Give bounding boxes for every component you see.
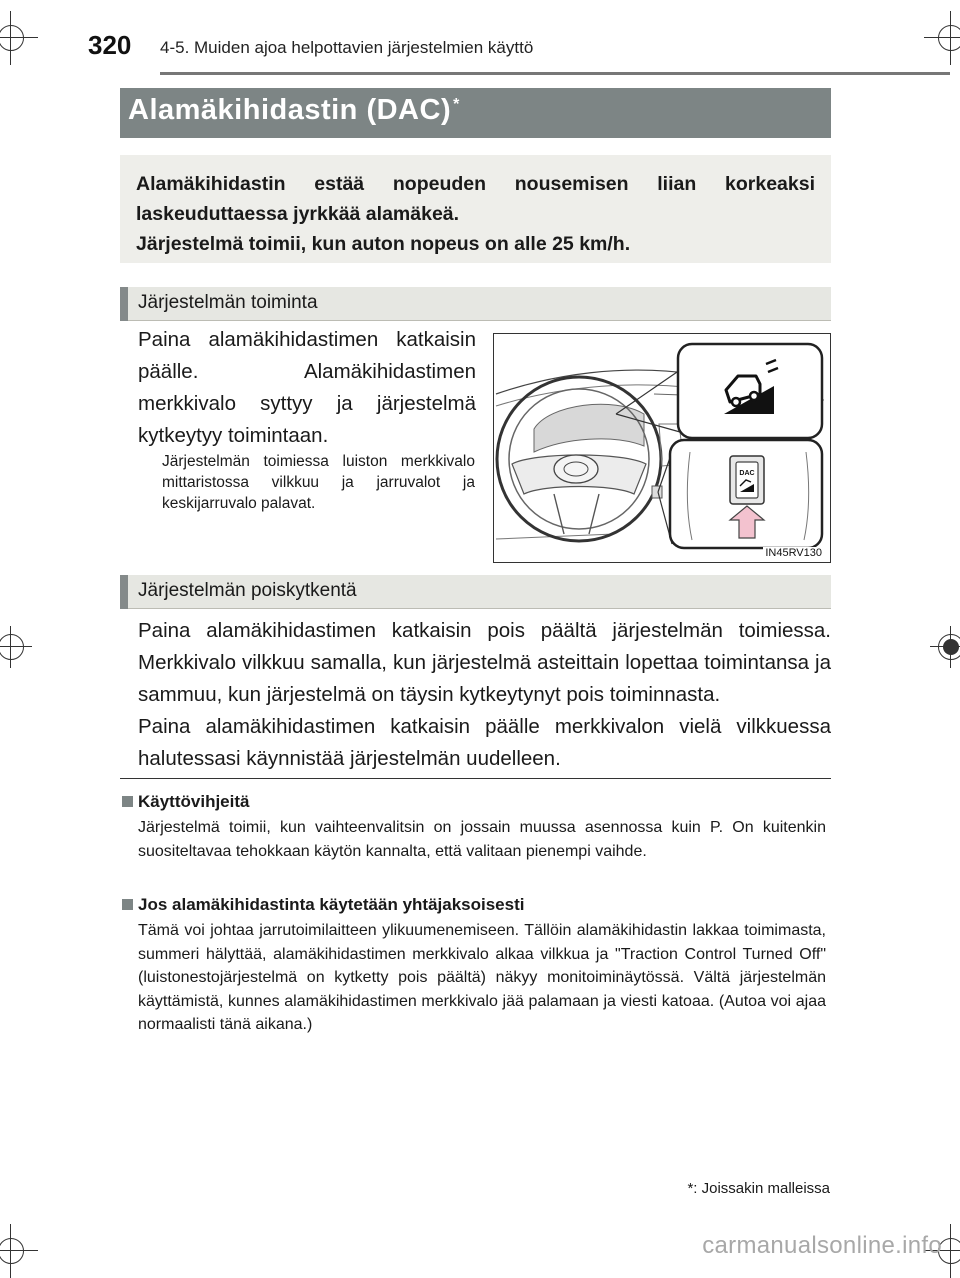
section-heading-off: Järjestelmän poiskytkentä <box>120 575 831 609</box>
note-heading-text: Käyttövihjeitä <box>138 792 250 811</box>
figure-code: IN45RV130 <box>765 547 822 559</box>
registration-mark-right <box>938 634 960 660</box>
switch-off-para-1: Paina alamäkihidastimen katkaisin pois päältä järjestelmän toimiessa. Merkkivalo vilkkuu samalla, kun järjestelmä asteittain lopettaa toimintansa ja sammuu, kun järjestelmä on täysin kytkeytynyt pois toiminnasta. <box>138 619 831 706</box>
page-number: 320 <box>88 30 132 60</box>
section-heading-operation: Järjestelmän toiminta <box>120 287 831 321</box>
header-rule <box>160 72 950 75</box>
note-heading-continuous-use <box>122 895 524 915</box>
registration-mark-left <box>0 634 24 660</box>
switch-off-text <box>138 615 831 775</box>
illustration-drawing <box>494 334 830 562</box>
footnote <box>687 1180 830 1197</box>
page-title-text: Alamäkihidastin (DAC) <box>128 94 452 126</box>
switch-off-para-2: Paina alamäkihidastimen katkaisin päälle merkkivalon vielä vilkkuessa halutessasi käynnistää järjestelmän uudelleen. <box>138 715 831 770</box>
running-head: 4-5. Muiden ajoa helpottavien järjestelmien käyttö <box>160 38 534 57</box>
dac-switch-illustration <box>493 333 831 563</box>
note-heading-tips <box>122 792 249 812</box>
operation-text: Paina alamäkihidastimen katkaisin päälle. Alamäkihidastimen merkkivalo syttyy ja järjestelmä kytkeytyy toimintaan. <box>138 328 476 447</box>
page-title <box>120 88 831 138</box>
watermark: carmanualsonline.info <box>702 1232 942 1259</box>
intro-box <box>120 155 831 263</box>
switch-label: DAC <box>739 470 755 477</box>
note-heading-text: Jos alamäkihidastinta käytetään yhtäjaksoisesti <box>138 895 525 914</box>
crop-mark-top-right <box>938 25 960 51</box>
square-bullet-icon <box>122 899 133 910</box>
note-body-continuous-use: Tämä voi johtaa jarrutoimilaitteen ylikuumenemiseen. Tällöin alamäkihidastin lakkaa toimimasta, summeri hälyttää, alamäkihidastimen merkkivalo alkaa vilkkua ja "Traction Control Turned Off" (luistonestojärjestelmä on kytketty pois päältä) näkyy monitoiminäytössä. Vältä järjestelmän käyttämistä, kunnes alamäkihidastimen merkkivalo jää palamaan ja viesti katoaa. (Autoa voi ajaa normaalisti tänä aikana.) <box>138 922 826 1033</box>
operation-subtext: Järjestelmän toimiessa luiston merkkivalo mittaristossa vilkkuu ja jarruvalot ja keskijarruvalo palavat. <box>162 453 475 512</box>
note-body-tips: Järjestelmä toimii, kun vaihteenvalitsin on jossain muussa asennossa kuin P. On kuitenkin suositeltavaa tehokkaan käytön kannalta, että valitaan pienempi vaihde. <box>138 819 826 860</box>
square-bullet-icon <box>122 796 133 807</box>
crop-mark-bottom-left <box>0 1238 24 1264</box>
footnote-text: : Joissakin malleissa <box>693 1180 830 1197</box>
crop-mark-top-left <box>0 25 24 51</box>
intro-line-1: Alamäkihidastin estää nopeuden nousemisen liian korkeaksi laskeuduttaessa jyrkkää alamäkeä. <box>136 173 815 225</box>
intro-line-2: Järjestelmä toimii, kun auton nopeus on alle 25 km/h. <box>136 233 631 255</box>
footnote-asterisk: * <box>687 1180 694 1197</box>
notes-separator <box>120 778 831 779</box>
title-asterisk: * <box>453 96 460 113</box>
